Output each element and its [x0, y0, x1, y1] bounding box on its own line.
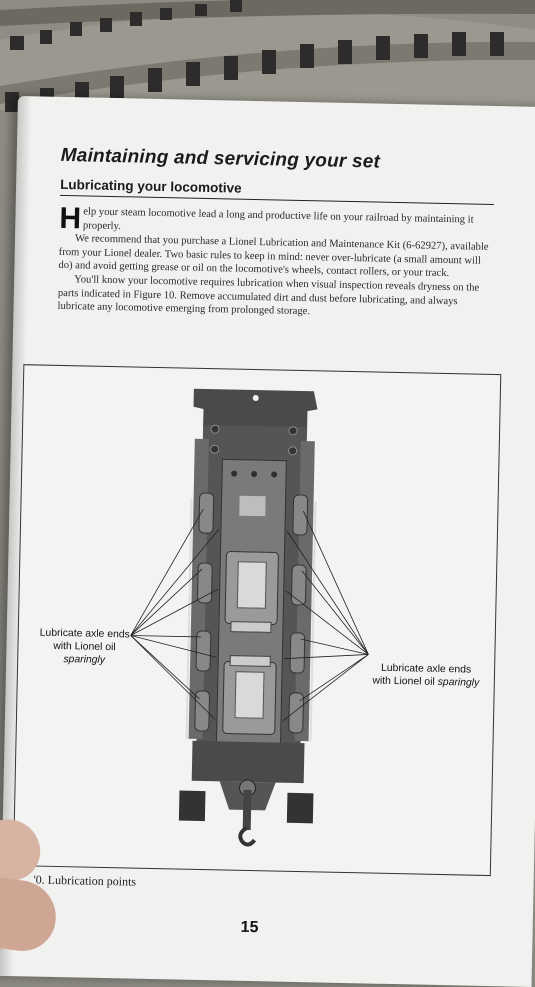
- screw: [289, 447, 297, 455]
- callout-right-line2: with Lionel oil: [372, 675, 438, 688]
- screw: [289, 427, 297, 435]
- wheel-right-4: [289, 693, 304, 733]
- worm-gear-front: [231, 622, 271, 633]
- wheel-left-2: [197, 563, 212, 603]
- chassis-rear: [192, 741, 305, 783]
- paragraph-1-text: elp your steam locomotive lead a long and productive life on your railroad by maintaining it properly.: [82, 206, 474, 232]
- coupler-hook: [240, 828, 255, 845]
- callout-left: [38, 627, 131, 668]
- heading-rule: [60, 195, 494, 205]
- screw: [211, 425, 219, 433]
- figure-caption: '0. Lubrication points: [33, 872, 137, 889]
- booklet-page: [0, 96, 535, 987]
- wheel-right-2: [291, 565, 306, 605]
- drawbar: [243, 790, 252, 830]
- callout-right-line2-wrap: [366, 674, 486, 690]
- motor-window: [239, 496, 265, 517]
- screw: [211, 445, 219, 453]
- worm-gear-rear: [230, 656, 270, 667]
- drop-cap: H: [59, 201, 82, 236]
- page-number: 15: [240, 918, 259, 937]
- section-title: Maintaining and servicing your set: [60, 144, 381, 173]
- callout-right: [366, 661, 487, 690]
- figure-frame: [13, 364, 501, 876]
- chassis-top-plate: [193, 389, 318, 430]
- paragraph-2: We recommend that you purchase a Lionel Lubrication and Maintenance Kit (6-62927), available from your Lionel dealer. Two basic rules to keep in mind: never over-lubricate (a small amount will do) and avoid getting grease or oil on the locomotive's wheels, contact rollers, or your track.: [58, 233, 489, 280]
- rear-truck-left: [179, 791, 206, 822]
- callout-left-line1: Lubricate axle ends: [39, 627, 130, 641]
- sub-heading: Lubricating your locomotive: [60, 176, 242, 196]
- locomotive-chassis-diagram: [14, 365, 500, 875]
- wheel-right-3: [290, 633, 305, 673]
- callout-right-line1: Lubricate axle ends: [380, 662, 472, 676]
- callout-left-line2: with Lionel oil: [53, 640, 116, 654]
- rear-truck-right: [287, 793, 314, 824]
- body-text: [57, 201, 497, 323]
- callout-left-line3: sparingly: [63, 654, 106, 666]
- paragraph-3: You'll know your locomotive requires lubrication when visual inspection reveals dryness on the parts indicated in Figure 10. Remove accumulated dirt and dust before lubricating, and always lubricate any locomotive emerging from prolonged storage.: [57, 274, 480, 318]
- callout-right-emph: sparingly: [437, 676, 480, 689]
